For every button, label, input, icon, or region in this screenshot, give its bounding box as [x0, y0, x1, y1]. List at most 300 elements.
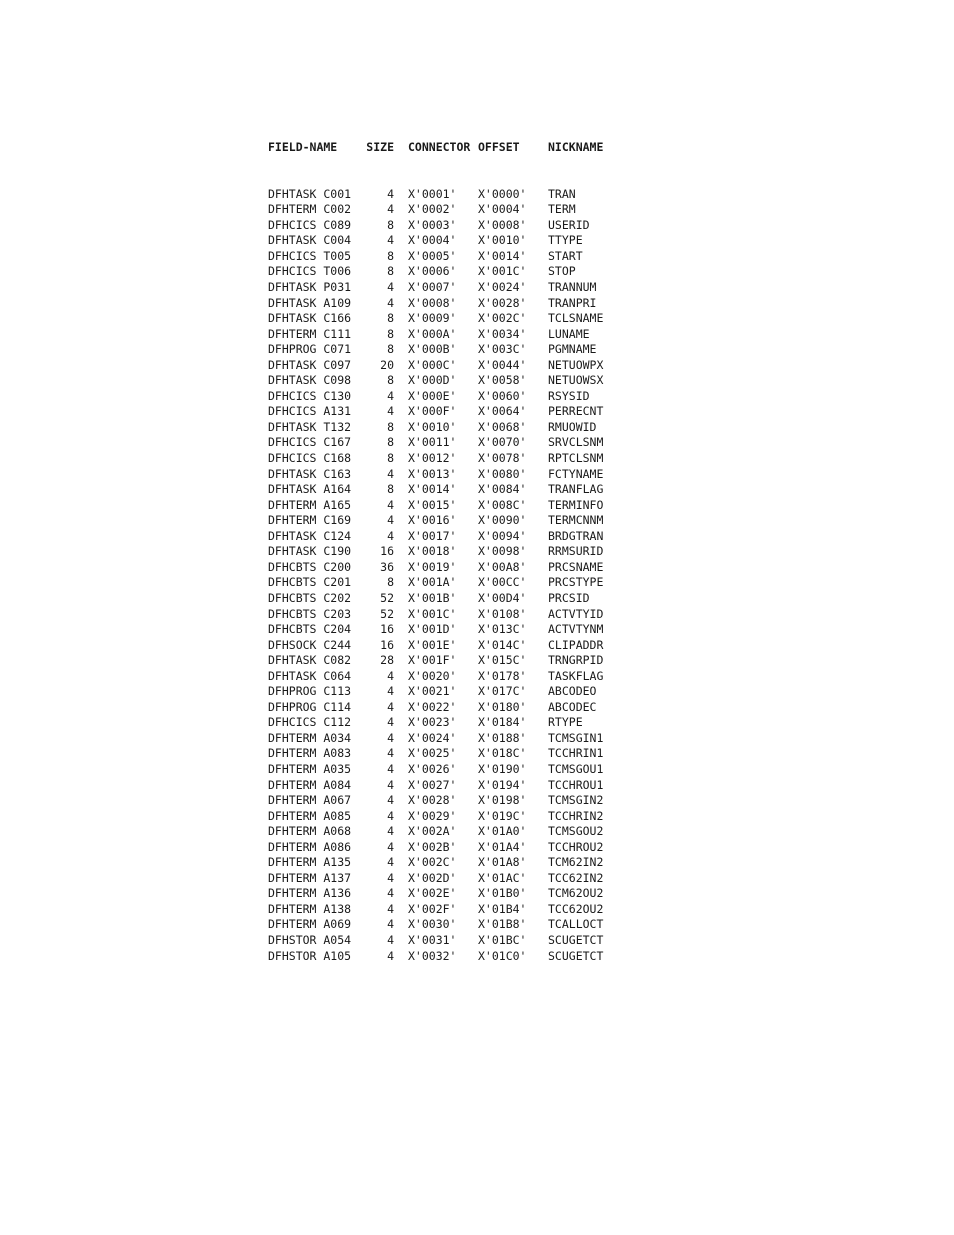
cell-size: 4 — [387, 497, 394, 512]
cell-size: 4 — [387, 870, 394, 885]
table-row — [268, 684, 628, 700]
cell-field-name: DFHCICS C130 — [268, 388, 352, 403]
cell-nickname: PRCSTYPE — [548, 575, 604, 590]
cell-field-name: DFHTASK C082 — [268, 653, 352, 668]
cell-offset: X'0060' — [478, 388, 527, 403]
cell-field-name: DFHTASK C097 — [268, 357, 352, 372]
cell-nickname: TCMSGOU2 — [548, 824, 604, 839]
cell-size: 4 — [387, 808, 394, 823]
cell-offset: X'0108' — [478, 606, 527, 621]
cell-connector: X'000E' — [408, 388, 457, 403]
cell-size: 8 — [387, 451, 394, 466]
cell-offset: X'0178' — [478, 668, 527, 683]
cell-size: 4 — [387, 730, 394, 745]
cell-offset: X'0188' — [478, 730, 527, 745]
cell-nickname: RMUOWID — [548, 419, 597, 434]
cell-connector: X'0003' — [408, 217, 457, 232]
cell-nickname: TRAN — [548, 186, 576, 201]
table-row — [268, 917, 628, 933]
cell-offset: X'01C0' — [478, 948, 527, 963]
cell-offset: X'003C' — [478, 342, 527, 357]
cell-size: 36 — [380, 559, 394, 574]
cell-field-name: DFHTASK A164 — [268, 482, 352, 497]
cell-field-name: DFHPROG C113 — [268, 684, 352, 699]
cell-field-name: DFHTERM A068 — [268, 824, 352, 839]
cell-field-name: DFHCICS T005 — [268, 248, 352, 263]
table-row — [268, 420, 628, 436]
cell-nickname: TCCHROU1 — [548, 777, 604, 792]
cell-field-name: DFHTERM A084 — [268, 777, 352, 792]
table-row — [268, 296, 628, 312]
cell-offset: X'0098' — [478, 544, 527, 559]
cell-field-name: DFHCICS C089 — [268, 217, 352, 232]
table-row — [268, 498, 628, 514]
table-row — [268, 746, 628, 762]
table-row — [268, 404, 628, 420]
table-row — [268, 264, 628, 280]
cell-size: 8 — [387, 217, 394, 232]
table-row — [268, 435, 628, 451]
cell-offset: X'0008' — [478, 217, 527, 232]
cell-size: 52 — [380, 590, 394, 605]
cell-connector: X'001A' — [408, 575, 457, 590]
cell-field-name: DFHPROG C114 — [268, 699, 352, 714]
table-row — [268, 529, 628, 545]
cell-offset: X'013C' — [478, 622, 527, 637]
cell-size: 4 — [387, 528, 394, 543]
cell-nickname: PRCSID — [548, 590, 590, 605]
table-row — [268, 855, 628, 871]
table-row — [268, 886, 628, 902]
cell-nickname: TCCHRIN1 — [548, 746, 604, 761]
cell-size: 4 — [387, 668, 394, 683]
cell-nickname: LUNAME — [548, 326, 590, 341]
cell-offset: X'0180' — [478, 699, 527, 714]
cell-nickname: TRANFLAG — [548, 482, 604, 497]
cell-nickname: ACTVTYNM — [548, 622, 604, 637]
table-row — [268, 373, 628, 389]
cell-field-name: DFHTASK C166 — [268, 311, 352, 326]
table-row — [268, 218, 628, 234]
cell-connector: X'002A' — [408, 824, 457, 839]
cell-field-name: DFHCICS C168 — [268, 451, 352, 466]
cell-nickname: TCMSGIN1 — [548, 730, 604, 745]
table-row — [268, 949, 628, 965]
cell-field-name: DFHTERM A069 — [268, 917, 352, 932]
header-field-name: FIELD-NAME — [268, 140, 338, 155]
cell-offset: X'0084' — [478, 482, 527, 497]
cell-offset: X'0010' — [478, 233, 527, 248]
table-row — [268, 778, 628, 794]
cell-offset: X'0014' — [478, 248, 527, 263]
cell-field-name: DFHTASK T132 — [268, 419, 352, 434]
table-row — [268, 871, 628, 887]
cell-field-name: DFHTASK C098 — [268, 373, 352, 388]
cell-field-name: DFHSTOR A105 — [268, 948, 352, 963]
cell-connector: X'002D' — [408, 870, 457, 885]
cell-offset: X'0000' — [478, 186, 527, 201]
cell-field-name: DFHTASK C004 — [268, 233, 352, 248]
cell-connector: X'001E' — [408, 637, 457, 652]
cell-nickname: FCTYNAME — [548, 466, 604, 481]
cell-nickname: RPTCLSNM — [548, 451, 604, 466]
cell-field-name: DFHCICS A131 — [268, 404, 352, 419]
cell-size: 4 — [387, 761, 394, 776]
cell-size: 8 — [387, 311, 394, 326]
cell-connector: X'0023' — [408, 715, 457, 730]
cell-field-name: DFHTERM A086 — [268, 839, 352, 854]
cell-size: 8 — [387, 264, 394, 279]
table-row — [268, 731, 628, 747]
cell-connector: X'001B' — [408, 590, 457, 605]
cell-size: 4 — [387, 932, 394, 947]
cell-nickname: ABCODEC — [548, 699, 597, 714]
cell-nickname: TCM62OU2 — [548, 886, 604, 901]
cell-field-name: DFHCBTS C202 — [268, 590, 352, 605]
cell-connector: X'000A' — [408, 326, 457, 341]
cell-nickname: RTYPE — [548, 715, 583, 730]
cell-nickname: TCMSGIN2 — [548, 793, 604, 808]
cell-nickname: TCC62IN2 — [548, 870, 604, 885]
cell-offset: X'01BC' — [478, 932, 527, 947]
cell-connector: X'0018' — [408, 544, 457, 559]
table-row — [268, 591, 628, 607]
table-row — [268, 513, 628, 529]
table-row — [268, 482, 628, 498]
cell-field-name: DFHTERM A136 — [268, 886, 352, 901]
header-offset: OFFSET — [478, 140, 520, 155]
cell-size: 4 — [387, 715, 394, 730]
cell-connector: X'0013' — [408, 466, 457, 481]
cell-connector: X'0029' — [408, 808, 457, 823]
cell-nickname: PRCSNAME — [548, 559, 604, 574]
cell-field-name: DFHTERM A165 — [268, 497, 352, 512]
cell-size: 8 — [387, 326, 394, 341]
cell-size: 4 — [387, 233, 394, 248]
cell-field-name: DFHTASK A109 — [268, 295, 352, 310]
cell-size: 28 — [380, 653, 394, 668]
cell-nickname: NETUOWPX — [548, 357, 604, 372]
cell-offset: X'01AC' — [478, 870, 527, 885]
cell-offset: X'019C' — [478, 808, 527, 823]
cell-connector: X'0012' — [408, 451, 457, 466]
table-row — [268, 607, 628, 623]
cell-nickname: RRMSURID — [548, 544, 604, 559]
header-nickname: NICKNAME — [548, 140, 604, 155]
cell-size: 4 — [387, 280, 394, 295]
cell-offset: X'00A8' — [478, 559, 527, 574]
table-row — [268, 715, 628, 731]
cell-nickname: ACTVTYID — [548, 606, 604, 621]
cell-offset: X'0090' — [478, 513, 527, 528]
table-row — [268, 311, 628, 327]
cell-nickname: TERM — [548, 202, 576, 217]
cell-size: 4 — [387, 202, 394, 217]
cell-nickname: SCUGETCT — [548, 932, 604, 947]
cell-size: 16 — [380, 622, 394, 637]
cell-offset: X'0094' — [478, 528, 527, 543]
cell-size: 4 — [387, 684, 394, 699]
cell-offset: X'01B8' — [478, 917, 527, 932]
table-row — [268, 327, 628, 343]
table-row — [268, 902, 628, 918]
cell-connector: X'0020' — [408, 668, 457, 683]
table-row — [268, 249, 628, 265]
table-row — [268, 358, 628, 374]
table-row — [268, 622, 628, 638]
cell-size: 16 — [380, 544, 394, 559]
cell-nickname: SRVCLSNM — [548, 435, 604, 450]
table-body — [268, 187, 628, 964]
cell-size: 8 — [387, 342, 394, 357]
cell-nickname: TERMINFO — [548, 497, 604, 512]
cell-size: 4 — [387, 886, 394, 901]
cell-connector: X'000B' — [408, 342, 457, 357]
cell-connector: X'0026' — [408, 761, 457, 776]
cell-field-name: DFHCBTS C201 — [268, 575, 352, 590]
header-connector: CONNECTOR — [408, 140, 471, 155]
cell-nickname: PERRECNT — [548, 404, 604, 419]
cell-connector: X'000D' — [408, 373, 457, 388]
cell-nickname: STOP — [548, 264, 576, 279]
cell-connector: X'0022' — [408, 699, 457, 714]
cell-connector: X'0006' — [408, 264, 457, 279]
cell-connector: X'0009' — [408, 311, 457, 326]
cell-size: 4 — [387, 917, 394, 932]
cell-connector: X'000C' — [408, 357, 457, 372]
cell-field-name: DFHTERM C002 — [268, 202, 352, 217]
cell-nickname: TCCHROU2 — [548, 839, 604, 854]
cell-offset: X'0058' — [478, 373, 527, 388]
cell-connector: X'0021' — [408, 684, 457, 699]
cell-size: 4 — [387, 839, 394, 854]
cell-connector: X'0027' — [408, 777, 457, 792]
cell-connector: X'002E' — [408, 886, 457, 901]
cell-offset: X'0184' — [478, 715, 527, 730]
cell-offset: X'01B0' — [478, 886, 527, 901]
cell-connector: X'0031' — [408, 932, 457, 947]
table-row — [268, 653, 628, 669]
table-row — [268, 467, 628, 483]
cell-offset: X'0080' — [478, 466, 527, 481]
cell-connector: X'0016' — [408, 513, 457, 528]
cell-offset: X'0194' — [478, 777, 527, 792]
cell-nickname: TRNGRPID — [548, 653, 604, 668]
cell-field-name: DFHTASK C124 — [268, 528, 352, 543]
cell-nickname: TCCHRIN2 — [548, 808, 604, 823]
cell-offset: X'001C' — [478, 264, 527, 279]
cell-size: 4 — [387, 404, 394, 419]
cell-size: 4 — [387, 793, 394, 808]
cell-connector: X'0028' — [408, 793, 457, 808]
cell-connector: X'001C' — [408, 606, 457, 621]
cell-connector: X'0002' — [408, 202, 457, 217]
cell-connector: X'0030' — [408, 917, 457, 932]
cell-nickname: TCALLOCT — [548, 917, 604, 932]
cell-offset: X'00D4' — [478, 590, 527, 605]
cell-field-name: DFHTASK C001 — [268, 186, 352, 201]
cell-offset: X'0028' — [478, 295, 527, 310]
cell-connector: X'002C' — [408, 855, 457, 870]
cell-size: 8 — [387, 575, 394, 590]
cell-connector: X'0015' — [408, 497, 457, 512]
cell-nickname: ABCODEO — [548, 684, 597, 699]
cell-offset: X'00CC' — [478, 575, 527, 590]
table-row — [268, 544, 628, 560]
cell-offset: X'0034' — [478, 326, 527, 341]
cell-size: 52 — [380, 606, 394, 621]
cell-field-name: DFHTERM A034 — [268, 730, 352, 745]
cell-field-name: DFHTERM A067 — [268, 793, 352, 808]
table-row — [268, 933, 628, 949]
cell-nickname: START — [548, 248, 583, 263]
cell-size: 8 — [387, 419, 394, 434]
cell-connector: X'0019' — [408, 559, 457, 574]
cell-size: 16 — [380, 637, 394, 652]
table-row — [268, 187, 628, 203]
cell-nickname: USERID — [548, 217, 590, 232]
cell-field-name: DFHPROG C071 — [268, 342, 352, 357]
cell-offset: X'0024' — [478, 280, 527, 295]
cell-offset: X'0070' — [478, 435, 527, 450]
cell-field-name: DFHTASK C190 — [268, 544, 352, 559]
cell-connector: X'002F' — [408, 901, 457, 916]
cell-size: 20 — [380, 357, 394, 372]
cell-nickname: BRDGTRAN — [548, 528, 604, 543]
cell-size: 4 — [387, 855, 394, 870]
cell-field-name: DFHTERM A083 — [268, 746, 352, 761]
cell-nickname: TCMSGOU1 — [548, 761, 604, 776]
cell-nickname: TCM62IN2 — [548, 855, 604, 870]
cell-connector: X'0014' — [408, 482, 457, 497]
cell-field-name: DFHTASK P031 — [268, 280, 352, 295]
cell-field-name: DFHCBTS C200 — [268, 559, 352, 574]
cell-nickname: TCC62OU2 — [548, 901, 604, 916]
cell-offset: X'01A4' — [478, 839, 527, 854]
cell-field-name: DFHCICS T006 — [268, 264, 352, 279]
field-listing-table — [268, 109, 628, 980]
table-row — [268, 824, 628, 840]
cell-connector: X'0025' — [408, 746, 457, 761]
cell-field-name: DFHSOCK C244 — [268, 637, 352, 652]
cell-connector: X'0017' — [408, 528, 457, 543]
cell-offset: X'01A8' — [478, 855, 527, 870]
cell-connector: X'0005' — [408, 248, 457, 263]
cell-connector: X'0004' — [408, 233, 457, 248]
cell-nickname: TRANNUM — [548, 280, 597, 295]
cell-size: 4 — [387, 699, 394, 714]
cell-nickname: TERMCNNM — [548, 513, 604, 528]
cell-size: 4 — [387, 948, 394, 963]
cell-size: 8 — [387, 482, 394, 497]
cell-offset: X'017C' — [478, 684, 527, 699]
table-row — [268, 638, 628, 654]
cell-size: 4 — [387, 777, 394, 792]
cell-nickname: RSYSID — [548, 388, 590, 403]
table-row — [268, 809, 628, 825]
cell-nickname: CLIPADDR — [548, 637, 604, 652]
table-row — [268, 575, 628, 591]
cell-field-name: DFHTERM A137 — [268, 870, 352, 885]
cell-connector: X'000F' — [408, 404, 457, 419]
cell-offset: X'014C' — [478, 637, 527, 652]
cell-connector: X'0001' — [408, 186, 457, 201]
cell-connector: X'0032' — [408, 948, 457, 963]
cell-offset: X'0004' — [478, 202, 527, 217]
cell-field-name: DFHTASK C163 — [268, 466, 352, 481]
table-row — [268, 233, 628, 249]
cell-field-name: DFHTERM C111 — [268, 326, 352, 341]
table-row — [268, 280, 628, 296]
cell-size: 8 — [387, 248, 394, 263]
cell-offset: X'01B4' — [478, 901, 527, 916]
cell-nickname: SCUGETCT — [548, 948, 604, 963]
cell-nickname: TTYPE — [548, 233, 583, 248]
cell-field-name: DFHTERM C169 — [268, 513, 352, 528]
cell-field-name: DFHCICS C112 — [268, 715, 352, 730]
cell-nickname: TASKFLAG — [548, 668, 604, 683]
cell-field-name: DFHCBTS C203 — [268, 606, 352, 621]
cell-offset: X'0064' — [478, 404, 527, 419]
cell-size: 8 — [387, 373, 394, 388]
table-row — [268, 762, 628, 778]
cell-connector: X'0008' — [408, 295, 457, 310]
cell-size: 4 — [387, 466, 394, 481]
cell-connector: X'002B' — [408, 839, 457, 854]
cell-offset: X'01A0' — [478, 824, 527, 839]
cell-size: 4 — [387, 186, 394, 201]
cell-field-name: DFHSTOR A054 — [268, 932, 352, 947]
table-header-row — [268, 140, 628, 156]
cell-offset: X'0190' — [478, 761, 527, 776]
table-row — [268, 669, 628, 685]
cell-field-name: DFHTERM A085 — [268, 808, 352, 823]
cell-offset: X'002C' — [478, 311, 527, 326]
cell-field-name: DFHTERM A138 — [268, 901, 352, 916]
cell-offset: X'008C' — [478, 497, 527, 512]
cell-field-name: DFHTERM A135 — [268, 855, 352, 870]
cell-offset: X'0078' — [478, 451, 527, 466]
cell-connector: X'0011' — [408, 435, 457, 450]
cell-field-name: DFHCICS C167 — [268, 435, 352, 450]
table-row — [268, 700, 628, 716]
cell-offset: X'018C' — [478, 746, 527, 761]
cell-connector: X'0010' — [408, 419, 457, 434]
cell-connector: X'0024' — [408, 730, 457, 745]
cell-size: 4 — [387, 746, 394, 761]
table-row — [268, 342, 628, 358]
table-row — [268, 202, 628, 218]
cell-offset: X'0044' — [478, 357, 527, 372]
cell-connector: X'001D' — [408, 622, 457, 637]
header-size: SIZE — [366, 140, 394, 155]
cell-size: 4 — [387, 388, 394, 403]
cell-connector: X'001F' — [408, 653, 457, 668]
cell-size: 4 — [387, 513, 394, 528]
cell-field-name: DFHCBTS C204 — [268, 622, 352, 637]
cell-size: 4 — [387, 901, 394, 916]
cell-nickname: TCLSNAME — [548, 311, 604, 326]
table-row — [268, 560, 628, 576]
cell-nickname: TRANPRI — [548, 295, 597, 310]
cell-size: 4 — [387, 295, 394, 310]
cell-size: 8 — [387, 435, 394, 450]
cell-size: 4 — [387, 824, 394, 839]
cell-offset: X'015C' — [478, 653, 527, 668]
cell-connector: X'0007' — [408, 280, 457, 295]
cell-offset: X'0068' — [478, 419, 527, 434]
cell-nickname: NETUOWSX — [548, 373, 604, 388]
